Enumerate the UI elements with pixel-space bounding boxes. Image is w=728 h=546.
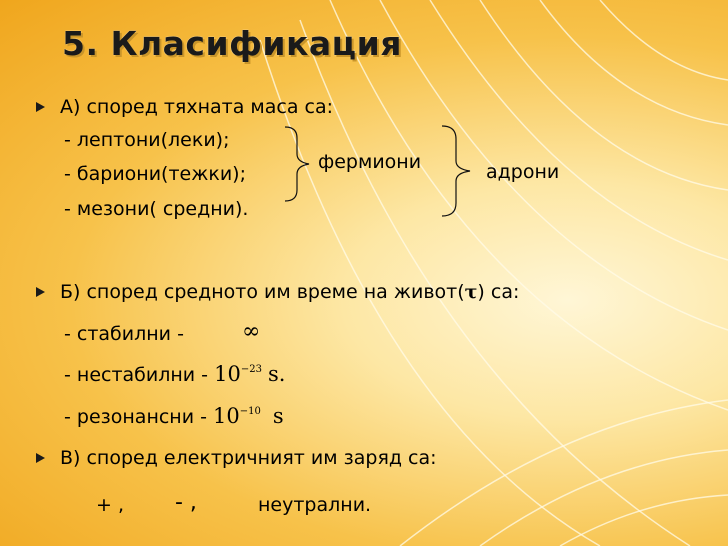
page-title: 5. Класификация: [62, 24, 402, 63]
resonant-base: 10: [213, 404, 240, 428]
bracket-fermions: [283, 124, 313, 204]
resonant-label: - резонансни -: [64, 406, 207, 428]
hadrons-label: адрони: [486, 161, 560, 183]
infinity-symbol: ∞: [242, 319, 261, 344]
resonant-unit: s: [272, 404, 284, 428]
charge-plus: + ,: [96, 494, 124, 516]
section-b-heading-text: Б) според средното им време на живот(: [60, 281, 465, 303]
list-item: - бариони(тежки);: [64, 163, 246, 185]
list-item: [64, 404, 284, 428]
section-b-heading-end: ) са:: [477, 281, 520, 303]
unstable-exponent: −23: [240, 364, 262, 375]
list-item: - стабилни -: [64, 323, 184, 345]
section-c-heading: В) според електричният им заряд са:: [60, 447, 437, 469]
tau-symbol: τ: [464, 281, 478, 303]
bracket-hadrons: [440, 123, 474, 219]
resonant-exponent: −10: [239, 406, 261, 417]
list-item: - мезони( средни).: [64, 198, 249, 220]
unstable-unit: s.: [267, 362, 286, 386]
section-b-heading: [60, 281, 519, 303]
charge-neutral: неутрални.: [258, 494, 372, 516]
list-item: [64, 362, 285, 386]
unstable-base: 10: [214, 362, 241, 386]
unstable-label: - нестабилни -: [64, 364, 209, 386]
fermions-label: фермиони: [318, 151, 422, 173]
section-a-heading: А) според тяхната маса са:: [60, 96, 334, 118]
list-item: - лептони(леки);: [64, 129, 230, 151]
charge-minus: - ,: [175, 490, 197, 515]
